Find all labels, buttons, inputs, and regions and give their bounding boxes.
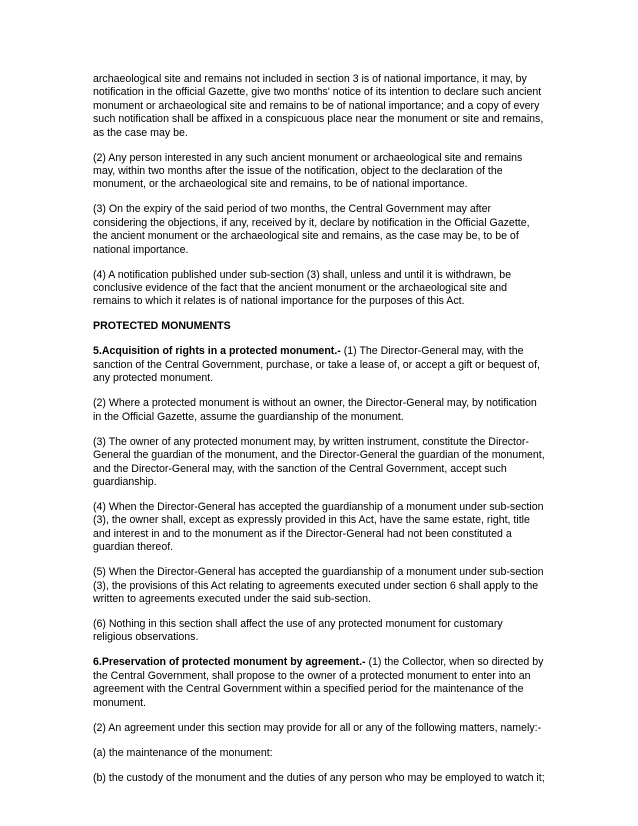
section-5-title: 5.Acquisition of rights in a protected monument.- [93,345,341,358]
section-6-clause-a: (a) the maintenance of the monument: [93,746,273,759]
section-6-title: 6.Preservation of protected monument by agreement.- [93,656,366,669]
section-5-subsection-5: (5) When the Director-General has accepted the guardianship of a monument under sub-section (3), the provisions of this Act relating to agreements executed under section 6 shall apply to the written to agreements executed under the said sub-section. [93,566,544,605]
section-5-intro-text: (1) The Director-General may, with the sanction of the Central Government, purchase, or take a lease of, or accept a gift or bequest of, any protected monument. [93,345,540,385]
section-5-subsection-3: (3) The owner of any protected monument may, by written instrument, constitute the Director-General the guardian of the monument, and the Director-General the guardian of the monument, and the Director-General may, with the sanction of the Central Government, accept such guardianship. [93,435,545,488]
section-heading: PROTECTED MONUMENTS [93,320,231,333]
paragraph-declaration: (3) On the expiry of the said period of two months, the Central Government may after considering the objections, if any, received by it, declare by notification in the Official Gazette, the ancient monument or the archaeological site and remains, as the case may be, to be of national importance. [93,203,530,256]
section-5-subsection-2: (2) Where a protected monument is without an owner, the Director-General may, by notification in the Official Gazette, assume the guardianship of the monument. [93,397,537,423]
section-6-intro-text: (1) the Collector, when so directed by the Central Government, shall propose to the owner of a protected monument to enter into an agreement with the Central Government within a specified period for the maintenance of the monument. [93,656,544,709]
paragraph-objection: (2) Any person interested in any such ancient monument or archaeological site and remains may, within two months after the issue of the notification, object to the declaration of the monument, or the archaeological site and remains, to be of national importance. [93,151,523,191]
section-6-intro [93,656,545,710]
section-5-subsection-6: (6) Nothing in this section shall affect the use of any protected monument for customary religious observations. [93,617,503,644]
paragraph-conclusive-evidence: (4) A notification published under sub-section (3) shall, unless and until it is withdrawn, be conclusive evidence of the fact that the ancient monument or the archaeological site and remains to which it relates is of national importance for the purposes of this Act. [93,268,512,308]
section-5-subsection-4: (4) When the Director-General has accepted the guardianship of a monument under sub-section (3), the owner shall, except as expressly provided in this Act, have the same estate, right, title and interest in and to the monument as if the Director-General had not been constituted a guardian thereof. [93,500,544,554]
paragraph-notification-intent: archaeological site and remains not included in section 3 is of national importance, it may, by notification in the official Gazette, give two months' notice of its intention to declare such ancient monument or archaeological site and remains to be of national importance; and a copy of every such notification shall be affixed in a conspicuous place near the monument or site and remains, as the case may be. [93,73,544,139]
section-6-clause-b: (b) the custody of the monument and the duties of any person who may be employed to watch it; [93,771,545,784]
section-6-subsection-2: (2) An agreement under this section may provide for all or any of the following matters, namely:- [93,721,542,734]
document-page [93,73,545,797]
section-5-intro [93,345,545,385]
